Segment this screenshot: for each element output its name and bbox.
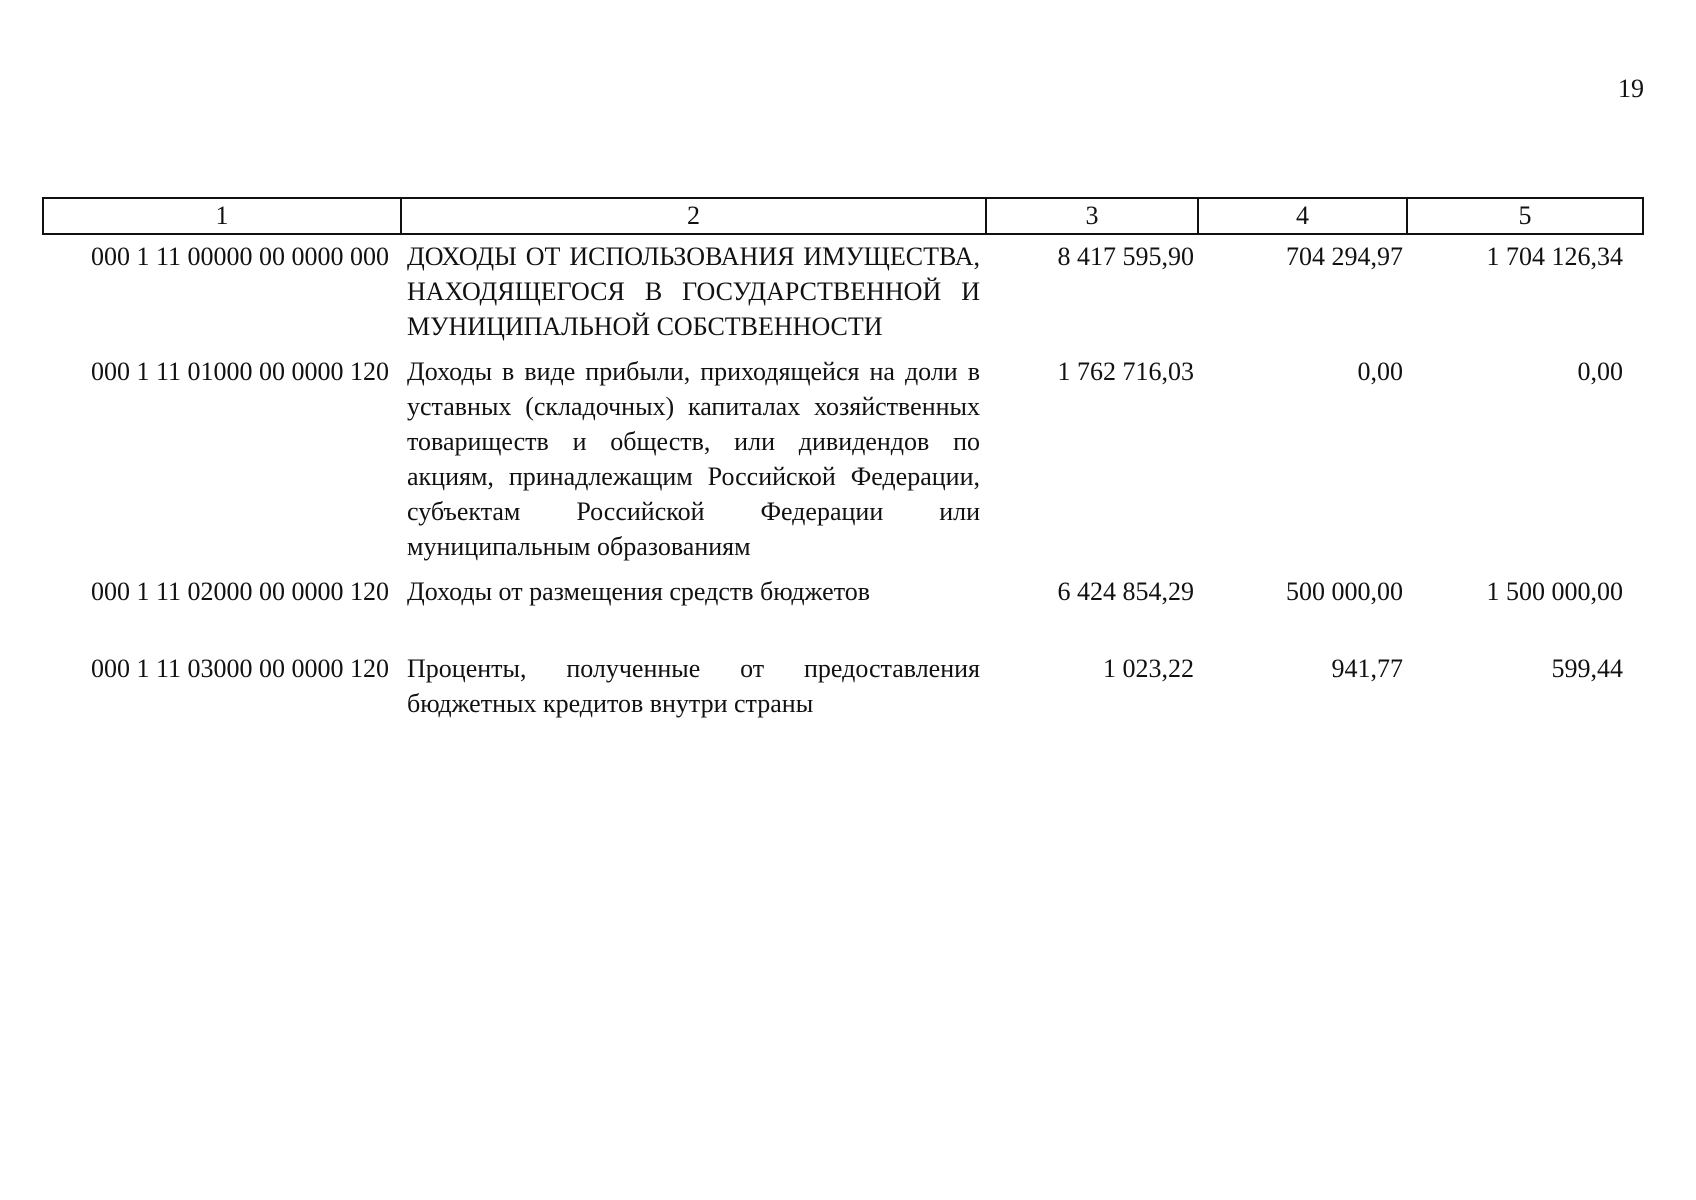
- row-name: Доходы от размещения средств бюджетов: [407, 577, 871, 606]
- row-value-col5: 1 704 126,34: [1486, 242, 1623, 271]
- row-value-col4: 0,00: [1357, 357, 1403, 386]
- row-code: 000 1 11 02000 00 0000 120: [90, 577, 389, 606]
- row-value-col5: 1 500 000,00: [1486, 577, 1623, 606]
- row-value-col3: 8 417 595,90: [1057, 242, 1194, 271]
- row-code: 000 1 11 00000 00 0000 000: [90, 242, 389, 271]
- header-col-2: 2: [401, 198, 986, 234]
- header-col-4: 4: [1198, 198, 1407, 234]
- row-value-col3: 1 023,22: [1103, 654, 1194, 683]
- header-row: [43, 198, 1643, 234]
- header-col-5: 5: [1407, 198, 1643, 234]
- header-col-3: 3: [986, 198, 1198, 234]
- row-name: Доходы в виде прибыли, приходящейся на доли в уставных (складочных) капиталах хозяйственных товариществ и обществ, или дивидендов по акциям, принадлежащим Российской Федерации, субъектам Российской Федерации или муниципальным образованиям: [407, 357, 980, 561]
- row-code: 000 1 11 03000 00 0000 120: [90, 654, 389, 683]
- header-col-1: 1: [43, 198, 401, 234]
- table-body: [43, 234, 1643, 727]
- row-value-col3: 1 762 716,03: [1057, 357, 1194, 386]
- row-name: ДОХОДЫ ОТ ИСПОЛЬЗОВАНИЯ ИМУЩЕСТВА, НАХОДЯЩЕГОСЯ В ГОСУДАРСТВЕННОЙ И МУНИЦИПАЛЬНОЙ СОБСТВЕННОСТИ: [407, 242, 980, 341]
- table-row: [43, 234, 1643, 350]
- row-value-col4: 941,77: [1331, 654, 1403, 683]
- row-name: Проценты, полученные от предоставления бюджетных кредитов внутри страны: [407, 654, 980, 718]
- row-value-col5: 0,00: [1577, 357, 1623, 386]
- row-value-col4: 500 000,00: [1286, 577, 1403, 606]
- table-row: [43, 647, 1643, 727]
- row-code: 000 1 11 01000 00 0000 120: [90, 357, 389, 386]
- page-number: 19: [1618, 74, 1644, 103]
- table-header: [43, 198, 1643, 234]
- budget-table: [42, 197, 1644, 727]
- row-value-col3: 6 424 854,29: [1057, 577, 1194, 606]
- table-row: [43, 350, 1643, 570]
- table-row: [43, 570, 1643, 647]
- row-value-col5: 599,44: [1551, 654, 1623, 683]
- row-value-col4: 704 294,97: [1286, 242, 1403, 271]
